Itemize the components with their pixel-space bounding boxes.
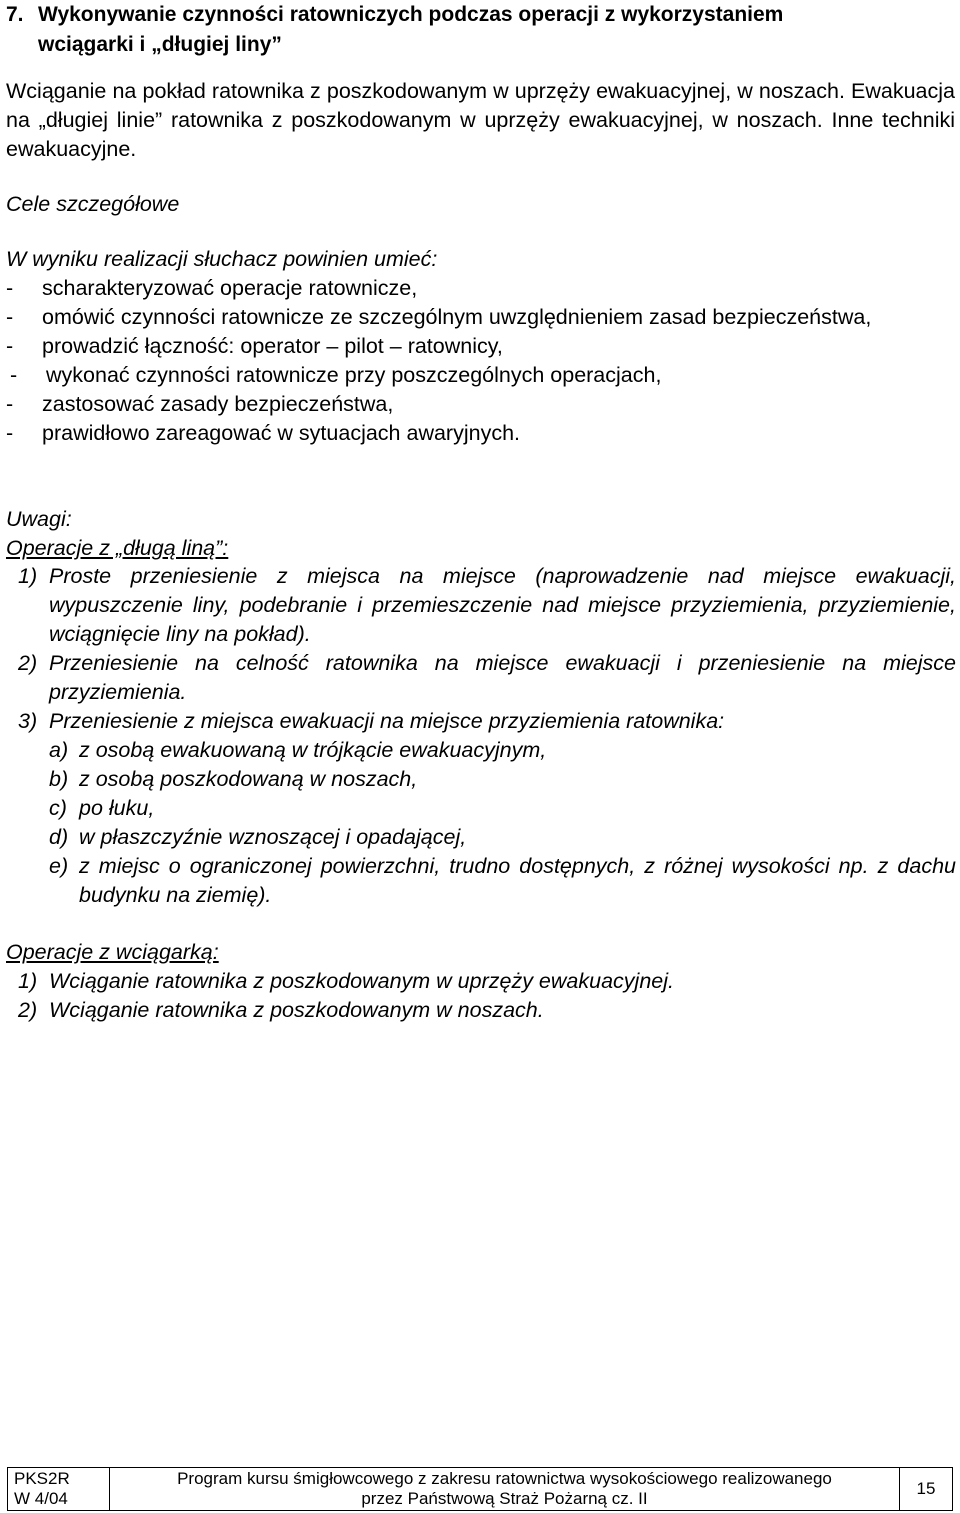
sub-list xyxy=(49,736,956,910)
list-item: 1) Wciąganie ratownika z poszkodowanym w uprzęży ewakuacyjnej. xyxy=(18,969,674,993)
objectives-intro: W wyniku realizacji słuchacz powinien umieć: xyxy=(6,247,438,271)
long-line-list xyxy=(18,562,956,910)
list-item: e) z miejsc o ograniczonej powierzchni, trudno dostępnych, z różnej wysokości np. z dachu budynku na ziemię). xyxy=(49,854,956,907)
section-heading xyxy=(6,0,951,60)
footer-code-1: PKS2R xyxy=(14,1469,70,1488)
objectives-list xyxy=(6,274,955,448)
page-footer xyxy=(7,1467,953,1511)
list-item: 3) Przeniesienie z miejsca ewakuacji na miejsce przyziemienia ratownika: a) z osobą ewakuowaną w trójkącie ewakuacyjnym, b) z osobą poszkodowaną w noszach, c) po łuku, d) w płaszczyźnie wznoszącej i opadającej, e) z miejsc o ograniczonej powierzchni, trudno dostępnych, z różnej wysokości np. z dachu budynku na ziemię). xyxy=(18,707,956,910)
list-item: - prawidłowo zareagować w sytuacjach awaryjnych. xyxy=(6,421,520,445)
footer-code xyxy=(8,1468,110,1510)
page-number: 15 xyxy=(916,1479,936,1498)
list-item: 1) Proste przeniesienie z miejsca na miejsce (naprowadzenie nad miejsce ewakuacji, wypuszczenie liny, podebranie i przemieszczenie nad miejsce przyziemienia, przyziemienie, wciągnięcie liny na pokład). xyxy=(18,564,956,646)
footer-title xyxy=(110,1468,900,1510)
list-item: d) w płaszczyźnie wznoszącej i opadającej, xyxy=(49,825,467,849)
heading-line-2: wciągarki i „długiej liny” xyxy=(38,33,282,56)
list-item: a) z osobą ewakuowaną w trójkącie ewakuacyjnym, xyxy=(49,738,547,762)
section-number: 7. xyxy=(6,3,24,26)
long-line-title: Operacje z „długą liną”: xyxy=(6,536,229,560)
intro-paragraph: Wciąganie na pokład ratownika z poszkodowanym w uprzęży ewakuacyjnej, w noszach. Ewakuacja na „długiej linie” ratownika z poszkodowanym w uprzęży ewakuacyjnej, w noszach. Inne techniki ewakuacyjne. xyxy=(6,79,955,161)
list-item: 2) Wciąganie ratownika z poszkodowanym w noszach. xyxy=(18,998,544,1022)
winch-title: Operacje z wciągarką: xyxy=(6,940,219,964)
list-item: - omówić czynności ratownicze ze szczególnym uwzględnieniem zasad bezpieczeństwa, xyxy=(6,305,872,329)
heading-line-1: Wykonywanie czynności ratowniczych podczas operacji z wykorzystaniem xyxy=(38,3,784,26)
footer-code-2: W 4/04 xyxy=(14,1489,68,1508)
objectives-title: Cele szczegółowe xyxy=(6,192,180,216)
list-item: - wykonać czynności ratownicze przy poszczególnych operacjach, xyxy=(10,363,662,387)
list-item: - zastosować zasady bezpieczeństwa, xyxy=(6,392,394,416)
list-item: - prowadzić łączność: operator – pilot – ratownicy, xyxy=(6,334,503,358)
list-item: 2) Przeniesienie na celność ratownika na miejsce ewakuacji i przeniesienie na miejsce przyziemienia. xyxy=(18,651,956,704)
notes-title: Uwagi: xyxy=(6,507,72,531)
footer-title-2: przez Państwową Straż Pożarną cz. II xyxy=(361,1489,648,1508)
list-item: c) po łuku, xyxy=(49,796,155,820)
list-item: - scharakteryzować operacje ratownicze, xyxy=(6,276,418,300)
list-item: b) z osobą poszkodowaną w noszach, xyxy=(49,767,418,791)
footer-title-1: Program kursu śmigłowcowego z zakresu ratownictwa wysokościowego realizowanego xyxy=(177,1469,832,1488)
winch-list xyxy=(18,967,956,1025)
